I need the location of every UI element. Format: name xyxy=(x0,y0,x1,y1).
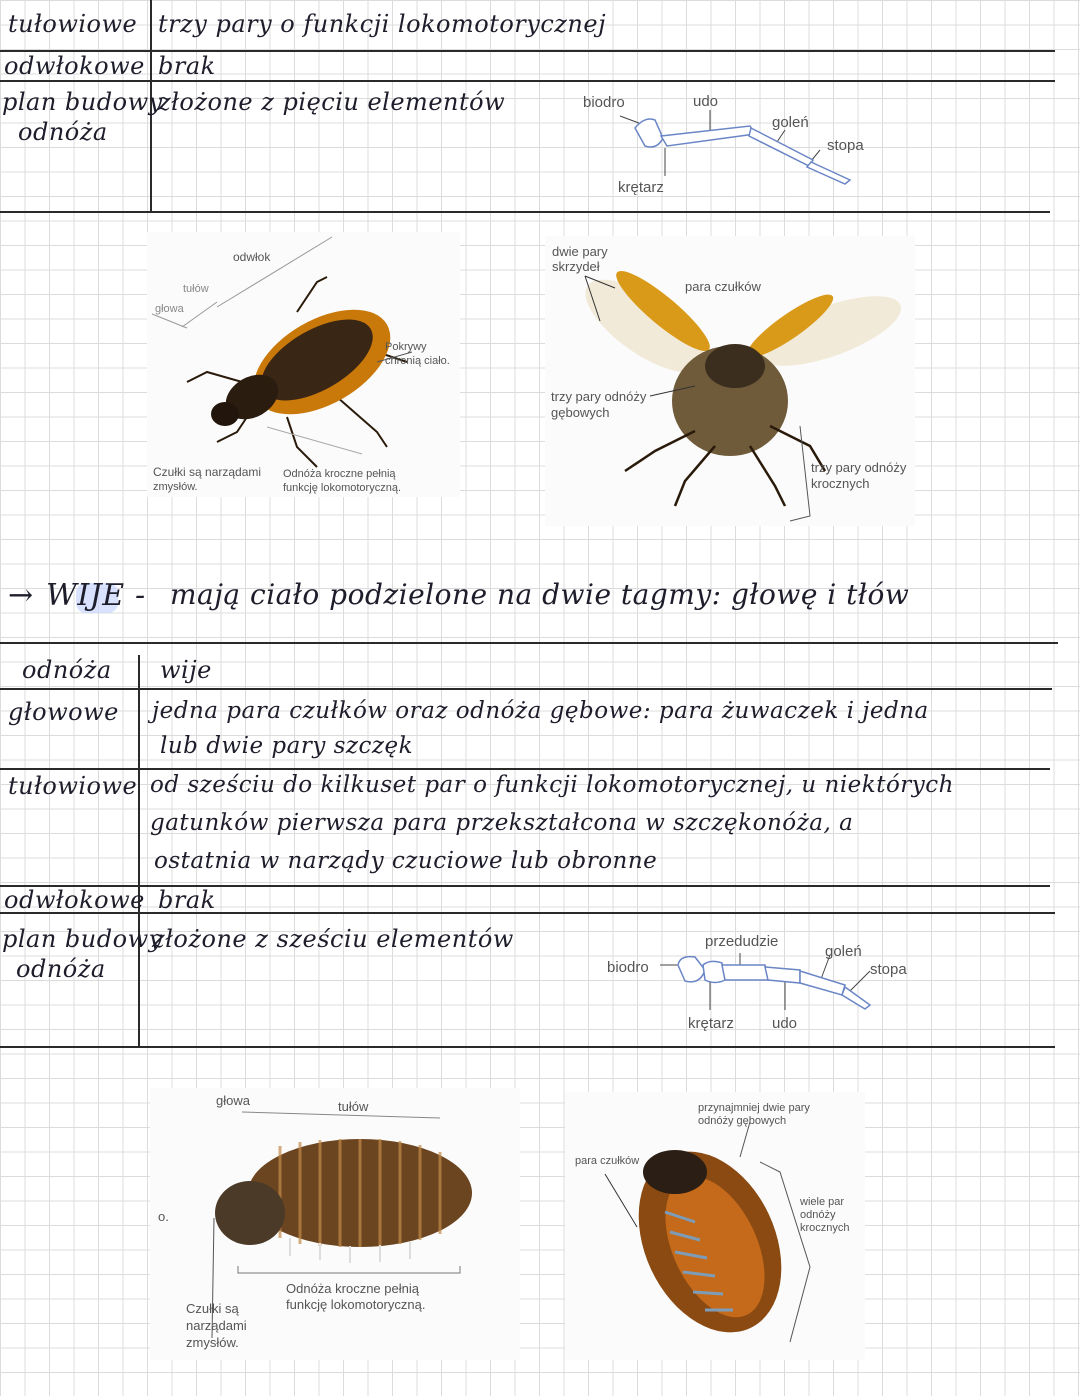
heading-dash: - xyxy=(135,578,146,613)
t2-value-leg-plan: złożone z sześciu elementów xyxy=(152,925,514,953)
label-mouthparts-4: odnóży gębowych xyxy=(698,1115,787,1127)
label-trochanter: krętarz xyxy=(618,179,664,196)
row-divider xyxy=(0,1046,1055,1048)
label-legs-3: Odnóża kroczne pełnią xyxy=(286,1281,419,1296)
millipede-ventral-photo xyxy=(565,1092,865,1360)
row-label-abdomen: odwłokowe xyxy=(4,52,145,80)
row-value-thorax: trzy pary o funkcji lokomotorycznej xyxy=(158,10,607,38)
label-legs-4: funkcję lokomotoryczną. xyxy=(286,1297,426,1312)
arrow-icon: → xyxy=(8,578,34,613)
label-tarsus-2: stopa xyxy=(870,961,907,978)
row-divider xyxy=(0,80,1055,82)
label-femur: udo xyxy=(693,93,719,110)
label-coxa: biodro xyxy=(583,94,625,111)
row-value-abdomen: brak xyxy=(158,52,216,80)
heading-title: WIJE xyxy=(46,578,125,613)
label-head-2: głowa xyxy=(216,1093,250,1108)
label-thorax-2: tułów xyxy=(338,1099,369,1114)
row-value-leg-plan: złożone z pięciu elementów xyxy=(158,88,506,116)
t2-label-leg-plan: plan budowy xyxy=(2,925,163,953)
label-prefemur: przedudzie xyxy=(705,933,779,950)
t2-value-thorax-3: ostatnia w narządy czuciowe lub obronne xyxy=(154,848,658,874)
label-o: o. xyxy=(158,1209,169,1224)
t2-value-legs: wije xyxy=(160,656,212,684)
label-tibia-2: goleń xyxy=(825,943,862,960)
label-tarsus: stopa xyxy=(827,137,864,154)
t2-label-legs: odnóża xyxy=(22,656,112,684)
label-coxa-2: biodro xyxy=(607,959,649,976)
myriapod-leg-diagram xyxy=(600,925,920,1040)
label-elytra-1: Pokrywy xyxy=(385,341,427,353)
row-divider xyxy=(0,768,1050,770)
heading-text: mają ciało podzielone na dwie tagmy: głowę i tłów xyxy=(170,578,910,611)
label-antennae: para czułków xyxy=(685,279,761,294)
beetle-photo xyxy=(147,232,460,497)
flying-beetle-photo xyxy=(545,236,915,526)
t2-label-thorax: tułowiowe xyxy=(8,772,138,800)
label-walking-legs-1: trzy pary odnóży xyxy=(811,460,907,475)
row-divider xyxy=(0,211,1050,213)
column-divider xyxy=(138,655,140,1047)
millipede-photo xyxy=(150,1088,520,1360)
label-femur-2: udo xyxy=(772,1015,798,1032)
label-legs-2: funkcję lokomotoryczną. xyxy=(283,482,401,494)
label-walking-legs-5: krocznych xyxy=(800,1222,850,1234)
row-divider xyxy=(0,688,1052,690)
label-thorax: tułów xyxy=(183,283,209,295)
insect-leg-diagram xyxy=(575,88,875,203)
t2-value-abdomen: brak xyxy=(158,886,216,914)
label-mouthparts-2: gębowych xyxy=(551,405,610,420)
label-tibia: goleń xyxy=(772,114,809,131)
label-mouthparts-3: przynajmniej dwie pary xyxy=(698,1102,810,1114)
t2-value-thorax-2: gatunków pierwsza para przekształcona w szczękonóża, a xyxy=(150,810,854,836)
label-antennae-5: zmysłów. xyxy=(186,1335,239,1350)
label-head: głowa xyxy=(155,303,184,315)
label-wings-1: dwie pary xyxy=(552,244,608,259)
row-label-leg-plan-2: odnóża xyxy=(18,118,108,146)
t2-label-head: głowowe xyxy=(8,698,119,726)
label-antennae-1: Czułki są narządami xyxy=(153,465,262,479)
label-antennae-4: narządami xyxy=(186,1318,247,1333)
row-label-leg-plan: plan budowy xyxy=(2,88,163,116)
label-walking-legs-4: odnóży xyxy=(800,1209,836,1221)
row-label-thorax: tułowiowe xyxy=(8,10,138,38)
t2-value-head-1: jedna para czułków oraz odnóża gębowe: para żuwaczek i jedna xyxy=(152,698,929,724)
t2-label-abdomen: odwłokowe xyxy=(4,886,145,914)
t2-label-leg-plan-2: odnóża xyxy=(16,955,106,983)
label-antennae-6: para czułków xyxy=(575,1155,640,1167)
label-wings-2: skrzydeł xyxy=(552,259,600,274)
label-elytra-2: chronią ciało. xyxy=(385,355,450,367)
label-walking-legs-2: krocznych xyxy=(811,476,870,491)
t2-value-thorax-1: od sześciu do kilkuset par o funkcji lokomotorycznej, u niektórych xyxy=(150,772,954,798)
label-legs-1: Odnóża kroczne pełnią xyxy=(283,468,396,480)
label-walking-legs-3: wiele par xyxy=(800,1196,845,1208)
label-mouthparts-1: trzy pary odnóży xyxy=(551,389,647,404)
label-abdomen: odwłok xyxy=(233,250,271,264)
label-trochanter-2: krętarz xyxy=(688,1015,734,1032)
label-antennae-2: zmysłów. xyxy=(153,481,198,493)
t2-value-head-2: lub dwie pary szczęk xyxy=(160,733,414,759)
label-antennae-3: Czułki są xyxy=(186,1301,239,1316)
row-divider xyxy=(0,642,1058,644)
